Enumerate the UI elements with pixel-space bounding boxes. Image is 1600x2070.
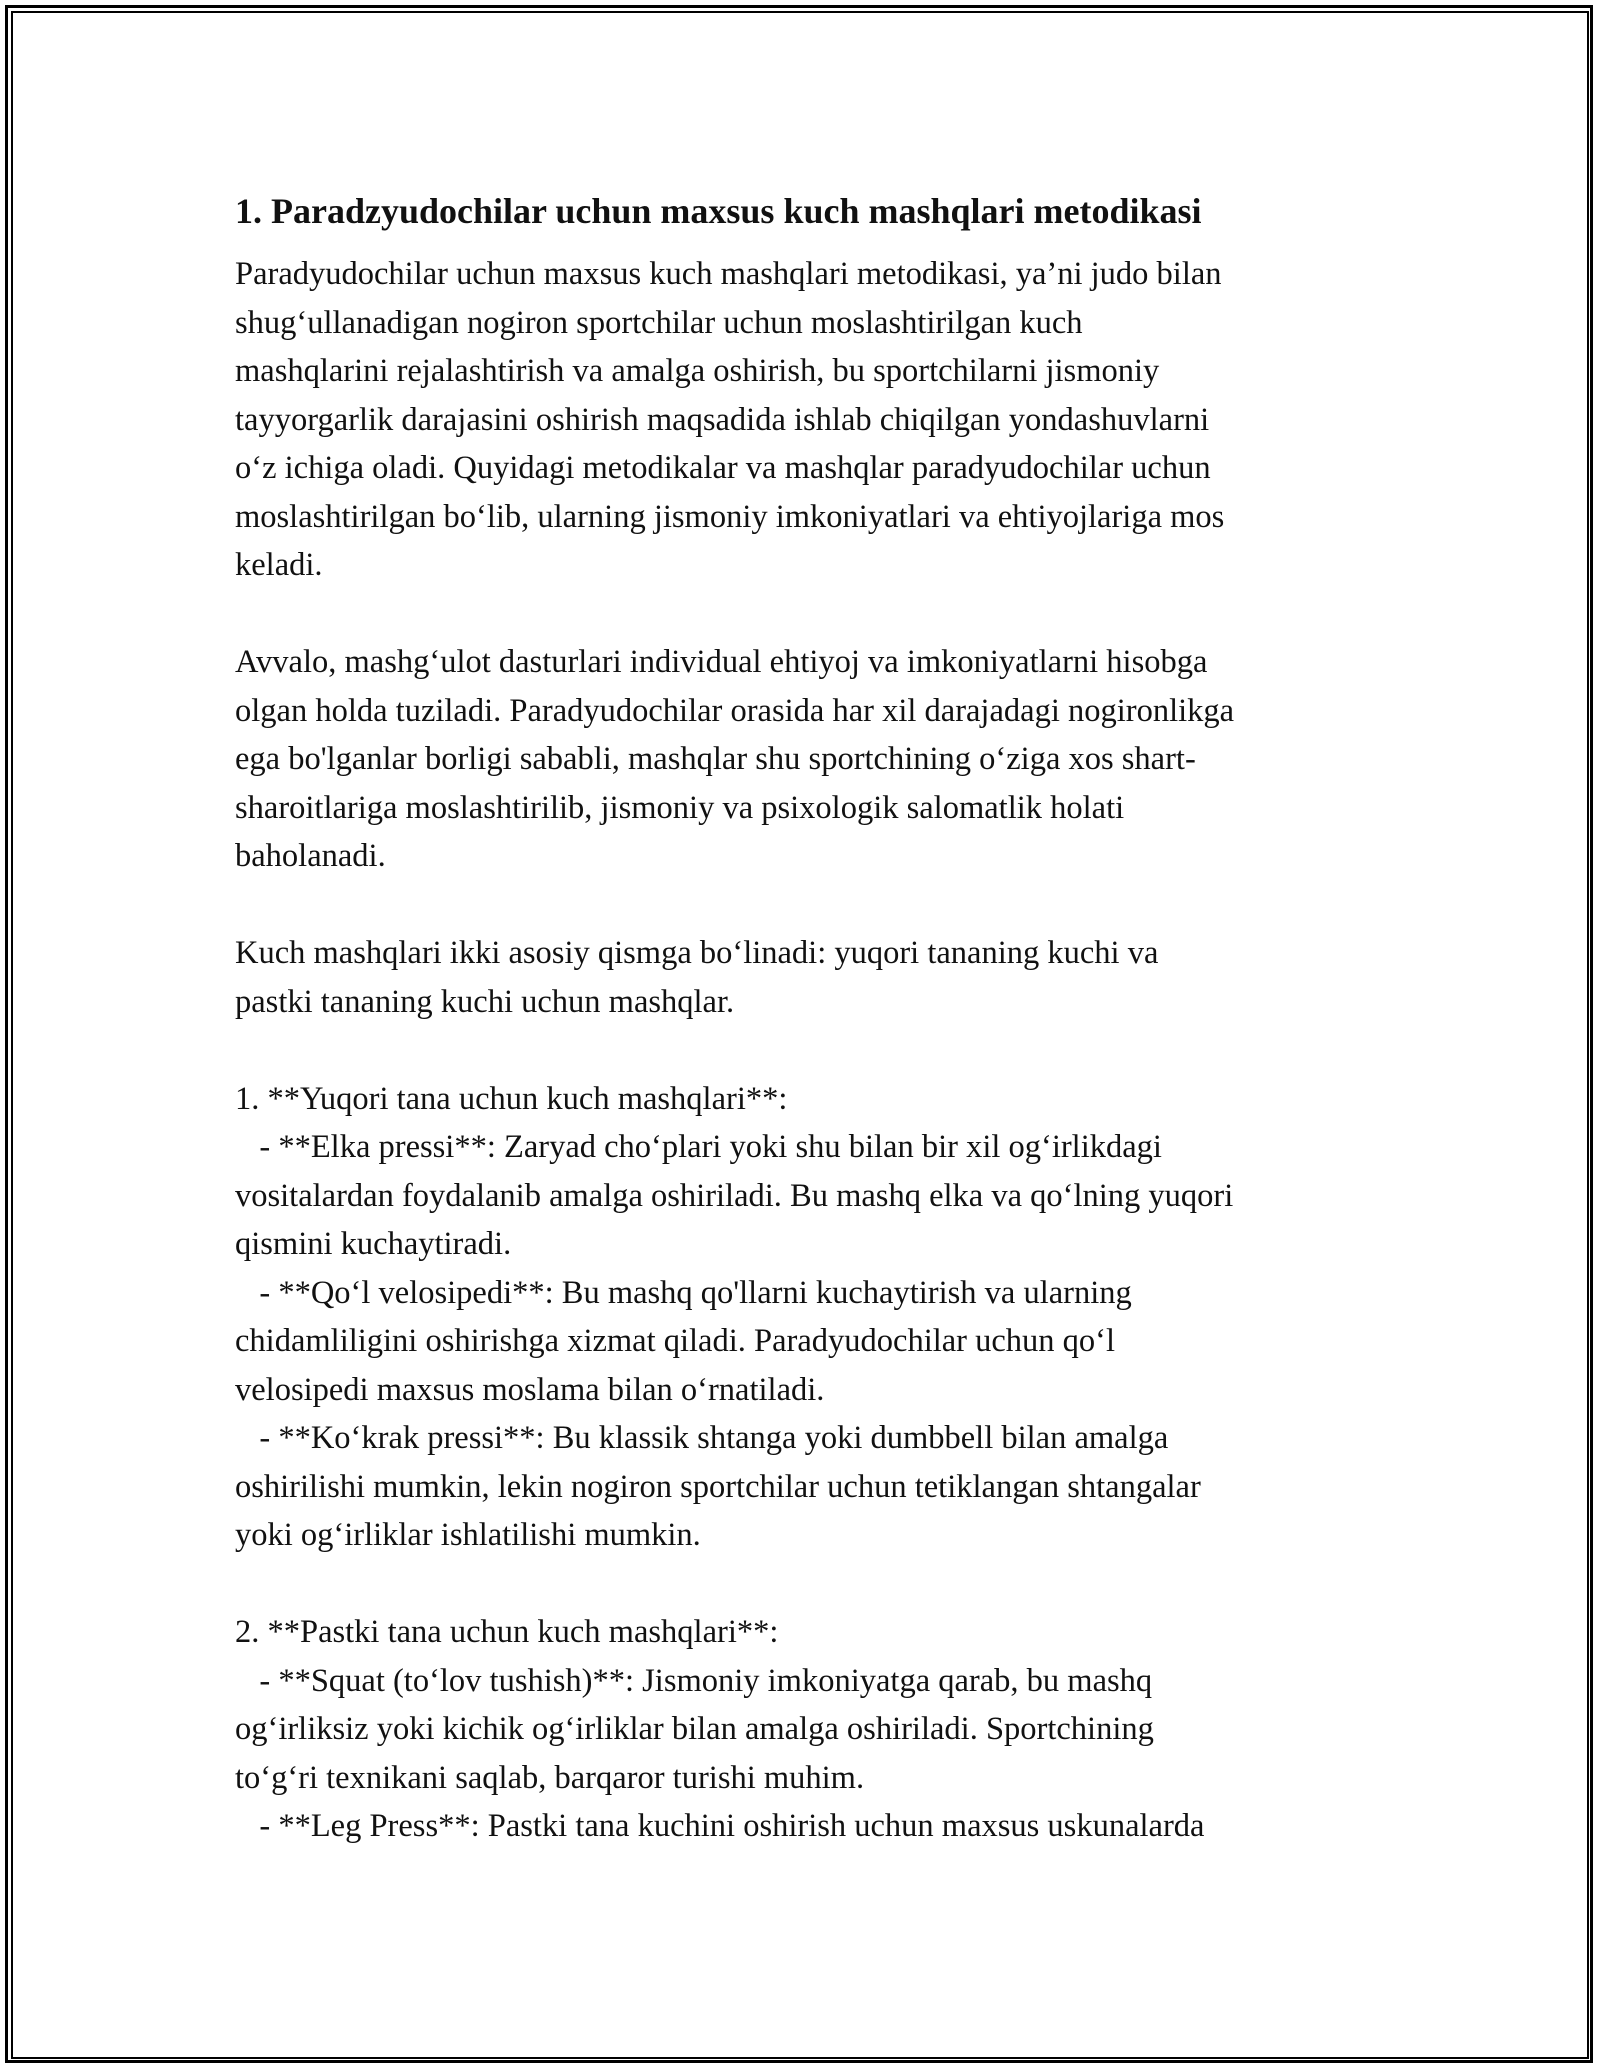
- text-line: mashqlarini rejalashtirish va amalga oshirish, bu sportchilarni jismoniy: [235, 353, 1160, 389]
- paragraph-spacer: [235, 1026, 1385, 1075]
- text-line: sharoitlariga moslashtirilib, jismoniy va psixologik salomatlik holati: [235, 789, 1125, 826]
- text-line: tayyorgarlik darajasini oshirish maqsadida ishlab chiqilgan yondashuvlarni: [235, 401, 1210, 438]
- paragraph-3: [235, 929, 1385, 1026]
- text-line: shug‘ullanadigan nogiron sportchilar uchun moslashtirilgan kuch: [235, 304, 1083, 341]
- list-heading: 2. **Pastki tana uchun kuch mashqlari**:: [235, 1614, 779, 1650]
- text-line: olgan holda tuziladi. Paradyudochilar orasida har xil darajadagi nogironlikga: [235, 692, 1235, 729]
- paragraph-2: [235, 638, 1385, 881]
- list-item-line: - **Ko‘krak pressi**: Bu klassik shtanga yoki dumbbell bilan amalga: [235, 1420, 1169, 1456]
- text-line: baholanadi.: [235, 838, 386, 874]
- text-line: Paradyudochilar uchun maxsus kuch mashqlari metodikasi, ya’ni judo bilan: [235, 256, 1222, 292]
- section-heading: 1. Paradzyudochilar uchun maxsus kuch mashqlari metodikasi: [235, 191, 1202, 231]
- list-item-line: - **Elka pressi**: Zaryad cho‘plari yoki shu bilan bir xil og‘irlikdagi: [235, 1129, 1162, 1165]
- text-line: Kuch mashqlari ikki asosiy qismga bo‘linadi: yuqori tananing kuchi va: [235, 935, 1159, 971]
- text-line: velosipedi maxsus moslama bilan o‘rnatiladi.: [235, 1371, 825, 1408]
- text-line: yoki og‘irliklar ishlatilishi mumkin.: [235, 1517, 701, 1553]
- text-line: moslashtirilgan bo‘lib, ularning jismoniy imkoniyatlari va ehtiyojlariga mos: [235, 498, 1225, 535]
- paragraph-spacer: [235, 590, 1385, 639]
- list-item-line: - **Squat (to‘lov tushish)**: Jismoniy imkoniyatga qarab, bu mashq: [235, 1662, 1153, 1699]
- paragraph-lower-body-list: [235, 1608, 1385, 1851]
- paragraph-spacer: [235, 881, 1385, 930]
- list-heading: 1. **Yuqori tana uchun kuch mashqlari**:: [235, 1080, 788, 1117]
- list-item-line: - **Leg Press**: Pastki tana kuchini oshirish uchun maxsus uskunalarda: [235, 1808, 1205, 1844]
- text-line: og‘irliksiz yoki kichik og‘irliklar bilan amalga oshiriladi. Sportchining: [235, 1711, 1154, 1747]
- text-line: to‘g‘ri texnikani saqlab, barqaror turishi muhim.: [235, 1759, 865, 1796]
- text-line: chidamliligini oshirishga xizmat qiladi. Paradyudochilar uchun qo‘l: [235, 1323, 1116, 1359]
- document-body: [235, 186, 1385, 1851]
- text-line: pastki tananing kuchi uchun mashqlar.: [235, 983, 735, 1020]
- text-line: ega bo'lganlar borligi sababli, mashqlar shu sportchining o‘ziga xos shart-: [235, 741, 1196, 777]
- text-line: qismini kuchaytiradi.: [235, 1226, 512, 1262]
- paragraph-upper-body-list: [235, 1075, 1385, 1560]
- text-line: keladi.: [235, 547, 323, 583]
- paragraph-1: [235, 250, 1385, 590]
- text-line: vositalardan foydalanib amalga oshiriladi. Bu mashq elka va qo‘lning yuqori: [235, 1177, 1234, 1214]
- text-line: o‘z ichiga oladi. Quyidagi metodikalar va mashqlar paradyudochilar uchun: [235, 450, 1211, 486]
- text-line: Avvalo, mashg‘ulot dasturlari individual ehtiyoj va imkoniyatlarni hisobga: [235, 644, 1208, 680]
- text-line: oshirilishi mumkin, lekin nogiron sportchilar uchun tetiklangan shtangalar: [235, 1468, 1201, 1505]
- paragraph-spacer: [235, 1560, 1385, 1609]
- list-item-line: - **Qo‘l velosipedi**: Bu mashq qo'llarni kuchaytirish va ularning: [235, 1274, 1132, 1311]
